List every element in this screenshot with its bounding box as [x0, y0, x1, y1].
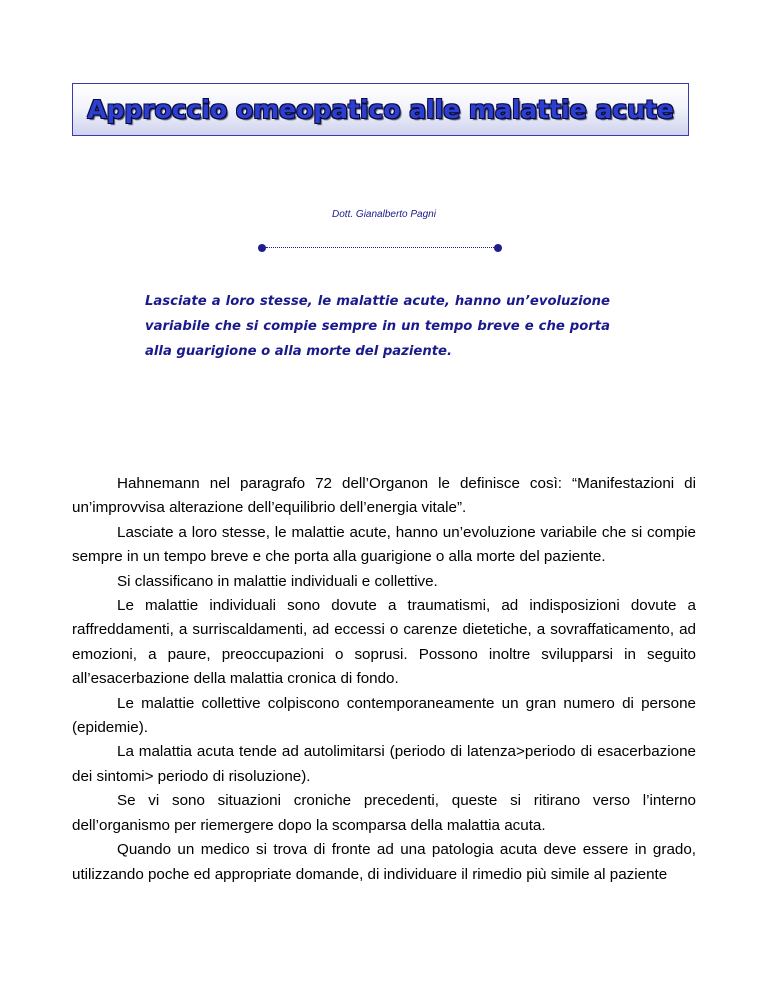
paragraph: Le malattie individuali sono dovute a traumatismi, ad indisposizioni dovute a raffreddamenti, a surriscaldamenti, ad eccessi o carenze dietetiche, a sovraffaticamento, ad emozioni, a paure, preoccupazioni o soprusi. Possono inoltre svilupparsi in seguito all’esacerbazione della malattia cronica di fondo.: [72, 597, 696, 688]
paragraph: Se vi sono situazioni croniche precedenti, queste si ritirano verso l’interno dell’organismo per riemergere dopo la scomparsa della malattia acuta.: [72, 792, 696, 834]
paragraph: Quando un medico si trova di fronte ad una patologia acuta deve essere in grado, utilizzando poche ed appropriate domande, di individuare il rimedio più simile al paziente: [72, 841, 696, 883]
paragraph: La malattia acuta tende ad autolimitarsi (periodo di latenza>periodo di esacerbazione dei sintomi> periodo di risoluzione).: [72, 743, 696, 785]
paragraph: Hahnemann nel paragrafo 72 dell’Organon le definisce così: “Manifestazioni di un’improvvisa alterazione dell’equilibrio dell’energia vitale”.: [72, 475, 696, 517]
divider-dot-right: [494, 244, 502, 252]
divider-dotted-line: [266, 247, 494, 248]
author-name: Dott. Gianalberto Pagni: [332, 209, 436, 220]
title-banner: [72, 83, 689, 136]
body-text: [72, 472, 696, 887]
divider-dot-left: [258, 244, 266, 252]
document-title: Approccio omeopatico alle malattie acute: [87, 95, 674, 124]
paragraph: Lasciate a loro stesse, le malattie acute, hanno un’evoluzione variabile che si compie sempre in un tempo breve e che porta alla guarigione o alla morte del paziente.: [72, 523, 696, 566]
paragraph: Le malattie collettive colpiscono contemporaneamente un gran numero di persone (epidemie).: [72, 694, 696, 737]
paragraph: Si classificano in malattie individuali e collettive.: [117, 572, 438, 590]
section-divider: [258, 244, 502, 254]
abstract-quote: Lasciate a loro stesse, le malattie acute, hanno un’evoluzione variabile che si compie sempre in un tempo breve e che porta alla guarigione o alla morte del paziente.: [145, 294, 610, 359]
